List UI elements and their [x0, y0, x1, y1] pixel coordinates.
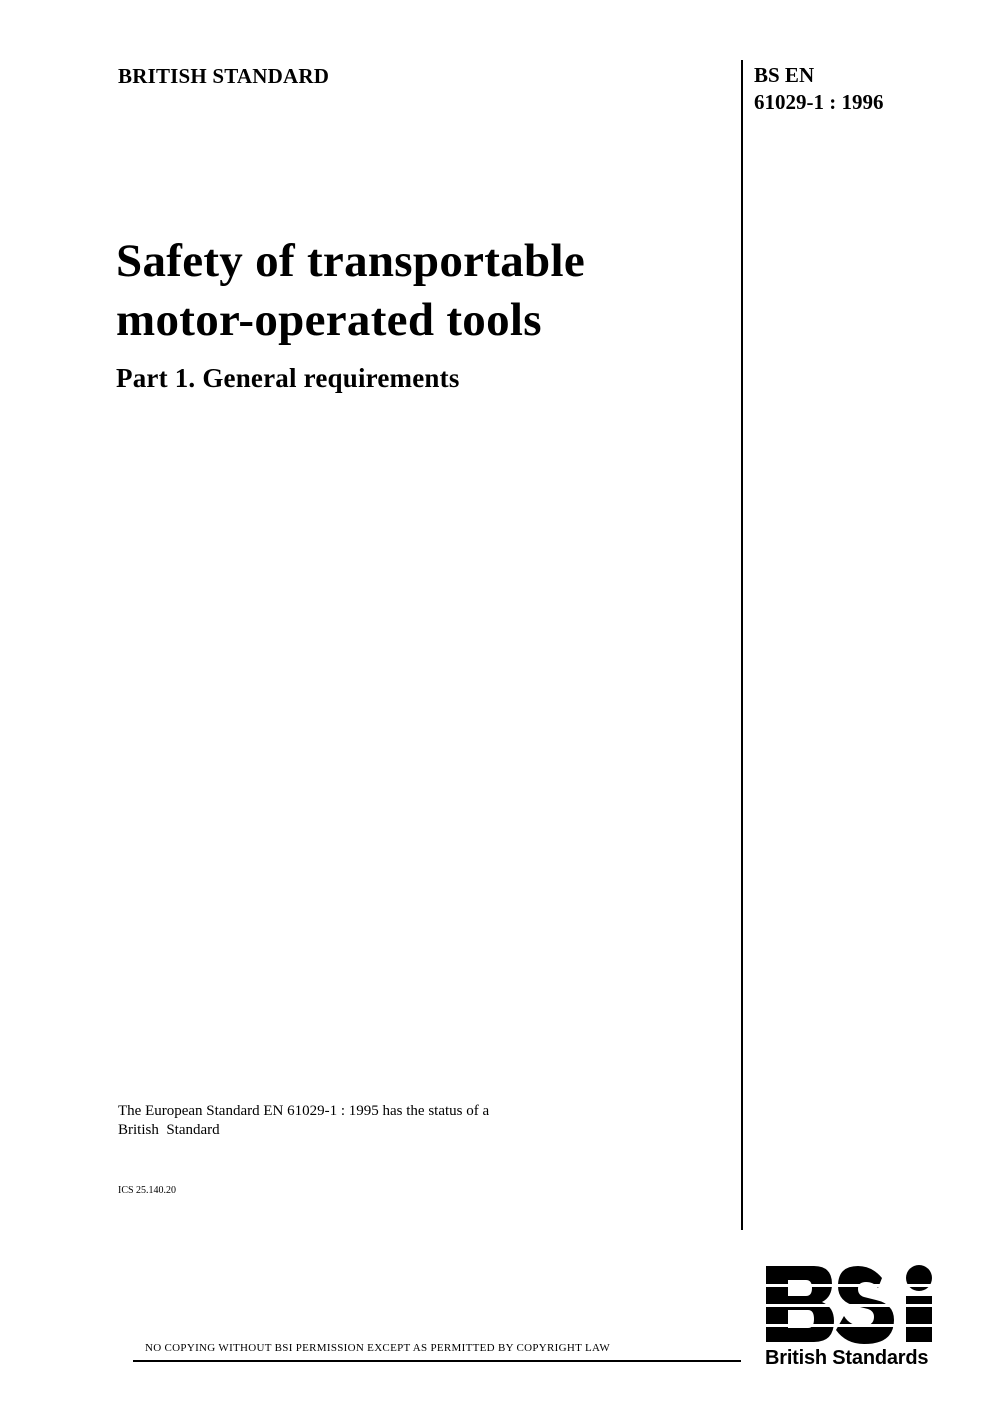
footer-rule: [133, 1360, 741, 1362]
vertical-divider: [741, 60, 743, 1230]
standard-number-line1: BS EN: [754, 63, 815, 87]
bsi-logo-caption: British Standards: [765, 1347, 929, 1369]
status-line2: British Standard: [118, 1122, 220, 1138]
document-title: [116, 232, 585, 350]
status-statement: [118, 1102, 578, 1140]
document-subtitle: Part 1. General requirements: [116, 363, 460, 393]
title-line1: Safety of transportable: [116, 235, 586, 287]
standard-number: [754, 62, 884, 116]
copyright-notice: NO COPYING WITHOUT BSI PERMISSION EXCEPT AS PERMITTED BY COPYRIGHT LAW: [145, 1342, 611, 1354]
title-line2: motor-operated tools: [116, 294, 542, 346]
standard-number-line2: 61029-1 : 1996: [754, 90, 884, 114]
document-type-label: BRITISH STANDARD: [118, 64, 330, 88]
ics-code: ICS 25.140.20: [118, 1185, 177, 1196]
status-line1: The European Standard EN 61029-1 : 1995 has the status of a: [118, 1103, 490, 1119]
